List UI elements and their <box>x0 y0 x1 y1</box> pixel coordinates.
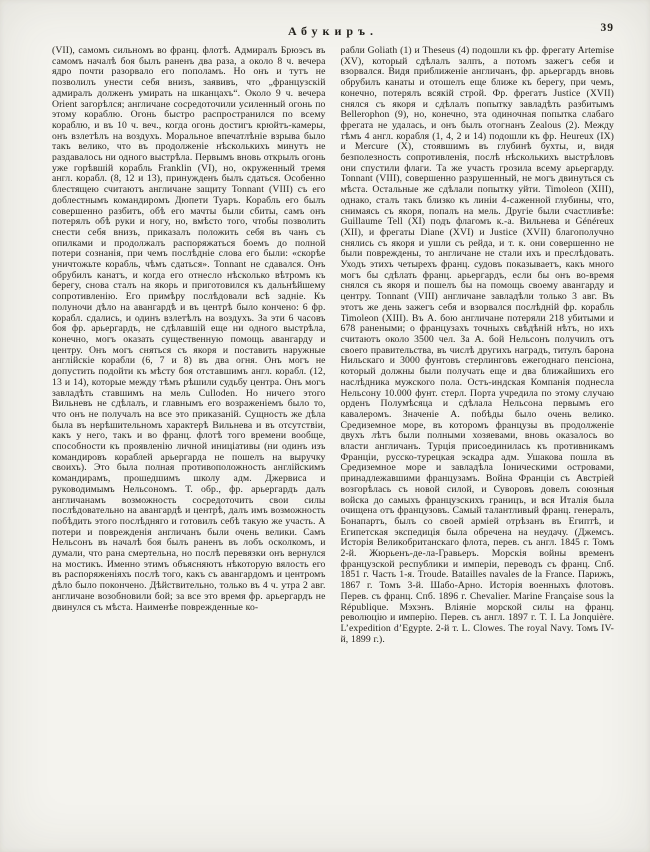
right-column-text: рабли Goliath (1) и Theseus (4) подошли къ фр. фрегату Artemise (XV), который сдѣлалъ залпъ, а потомъ зажегъ себя и взорвался. Видя приближеніе англичанъ, фр. арьергардъ вновь обрубилъ канаты и отошелъ еще ближе къ берегу, при чемъ, конечно, потерялъ всякій строй. Фр. фрегатъ Justice (XVII) снялся съ якоря и сдѣлалъ попытку завладѣть разбитымъ Bellerophon (9), но, конечно, эта одиночная попытка слабаго фрегата не удалась, и онъ былъ отогнанъ Zealous (2). Между тѣмъ 4 англ. корабля (1, 4, 2 и 14) подошли къ фр. Heureux (IX) и Mercure (X), стоявшимъ въ глубинѣ бухты, и, видя безполезность сопротивленія, послѣ нѣсколькихъ выстрѣловъ они спустили флаги. Та же участь грозила всему арьергарду. Tonnant (VIII), совершенно разрушенный, не могъ двинуться съ мѣста. Остальные же сдѣлали попытку уйти. Timoleon (XIII), однако, сталъ такъ близко къ линіи 4-саженной глубины, что, снимаясь съ якоря, попалъ на мель. Другіе были счастливѣе: Guillaume Tell (XI) подъ флагомъ к.-а. Вильнева и Généreux (XII), и фрегаты Diane (XVI) и Justice (XVII) благополучно снялись съ якоря и ушли съ рейда, и т. к. они совершенно не были повреждены, то англичане не стали ихъ и преслѣдовать. Уходъ этихъ четырехъ франц. судовъ показываетъ, какъ много могъ бы сдѣлать франц. арьергардъ, если бы онъ во-время снялся съ якоря и пошелъ бы на помощь своему авангарду и центру. Tonnant (VIII) англичане завладѣли только 3 авг. Въ этотъ же день зажегъ себя и взорвался послѣдній фр. корабль Timoleon (XIII). Въ А. бою англичане потеряли 218 убитыми и 678 ранеными; о французахъ точныхъ свѣдѣній нѣтъ, но ихъ считаютъ около 3500 чел. За А. бой Нельсонъ получилъ отъ своего правительства, въ числѣ другихъ наградъ, титулъ барона Нильскаго и 3000 фунтовъ стерлинговъ ежегоднаго пенсіона, который должны были получать еще и два ближайшихъ его наслѣдника мужского пола. Остъ-индская Компанія поднесла Нельсону 10.000 фунт. стерл. Порта учредила по этому случаю орденъ Полумѣсяца и сдѣлала Нельсона первымъ его кавалеромъ. Значеніе А. побѣды было очень велико. Средиземное море, въ которомъ французы въ продолженіе двухъ лѣтъ были полными хозяевами, вновь оказалось во власти англичанъ. Турція присоединилась къ противникамъ Франціи, русско-турецкая эскадра адм. Ушакова пошла въ Средиземное море и завладѣла Іоническими островами, принадлежавшими французамъ. Война Франціи съ Австріей возгорѣлась съ новой силой, и Суворовъ довелъ союзныя войска до самыхъ французскихъ границъ, и вся Италія была очищена отъ французовъ. Самый талантливый франц. генералъ, Бонапартъ, былъ со своей арміей отрѣзанъ въ Египтѣ, и Египетская экспедиція была обречена на неудачу. (Джемсъ. Исторія Великобританскаго флота, перев. съ англ. 1845 г. Томъ 2-й. Жюрьенъ-де-ла-Гравьеръ. Морскія войны временъ французской республики и имперіи, переводъ съ франц. Спб. 1851 г. Часть 1-я. Troude. Batailles navales de la France. Парижъ, 1867 г. Томъ 3-й. Шабо-Арно. Исторія военныхъ флотовъ. Перев. съ франц. Спб. 1896 г. Chevalier. Marine Française sous la République. Мэхэнъ. Вліяніе морской силы на франц. революцію и имперію. Перев. съ англ. 1897 г. Т. I. La Jonquière. L’expedition d’Egypte. 2-й т. L. Clowes. The royal Navy. Томъ IV-й, 1899 г.). <box>340 46 614 645</box>
article-body <box>52 46 614 842</box>
page-number: 39 <box>600 22 614 34</box>
page-header <box>52 22 614 38</box>
left-column-text: (VII), самомъ сильномъ во франц. флотѣ. Адмиралъ Брюэсъ въ самомъ началѣ боя былъ раненъ два раза, а около 8 ч. вечера ядро почти разорвало его пополамъ. Но онъ и тутъ не позволилъ унести себя внизъ, заявивъ, что „французскій адмиралъ долженъ умирать на шканцахъ“. Около 9 ч. вечера Orient загорѣлся; англичане сосредоточили усиленный огонь по этому кораблю. Огонь быстро распространился по всему кораблю, и въ 10 ч. веч., когда огонь достигъ крюйтъ-камеры, онъ взлетѣлъ на воздухъ. Моральное впечатлѣніе взрыва было такъ велико, что въ продолженіе нѣсколькихъ минутъ не раздавалось ни одного выстрѣла. Первымъ вновь открылъ огонь уже горѣвшій корабль Franklin (VI), но, окруженный тремя англ. корабл. (8, 12 и 13), принужденъ былъ сдаться. Особенно блестящею считаютъ англичане защиту Tonnant (VIII) съ его доблестнымъ командиромъ Дюпети Туаръ. Корабль его былъ совершенно разбитъ, обѣ его мачты были сбиты, самъ онъ потерялъ обѣ руки и ногу, но, вмѣсто того, чтобы позволить снести себя внизъ, приказалъ положить себя въ чанъ съ опилками и продолжалъ распоряжаться боемъ до полной потери сознанія, при чемъ послѣдніе слова его были: «скорѣе уничтожьте корабль, чѣмъ сдаться». Tonnant не сдавался. Онъ обрубилъ канатъ, и когда его отнесло нѣсколько вѣтромъ къ берегу, снова сталъ на якорь и приготовился къ дальнѣйшему сопротивленію. Его примѣру послѣдовали всѣ задніе. Къ полуночи дѣло на авангардѣ и въ центрѣ было кончено: 6 фр. корабл. сдались, и одинъ взлетѣлъ на воздухъ. За эти 6 часовъ боя фр. арьергардъ, не сдѣлавшій еще ни одного выстрѣла, конечно, могъ оказать существенную помощь авангарду и центру. Онъ могъ сняться съ якоря и поставить наружные англійскіе корабли (6, 7 и 8) въ два огня. Онъ могъ не допустить подойти къ мѣсту боя отставшимъ англ. корабл. (12, 13 и 14), которые между тѣмъ рѣшили судьбу центра. Онъ могъ завладѣть ставшимъ на мель Culloden. Но ничего этого Вильневъ не сдѣлалъ, и главнымъ его возраженіемъ было то, что онъ не получалъ на все это приказаній. Сущность же дѣла была въ нерѣшительномъ характерѣ Вильнева и въ отсутствіи, какъ у него, такъ и во франц. флотѣ того времени вообще, способности къ проявленію личной иниціативы (ни одинъ изъ командировъ кораблей арьергарда не пошелъ на выручку своихъ). Это была полная противоположность англійскимъ командирамъ, прошедшимъ школу адм. Джервиса и руководимымъ Нельсономъ. Т. обр., фр. арьергардъ далъ англичанамъ возможность сосредоточить свои силы послѣдовательно на авангардѣ и центрѣ, далъ имъ возможность побѣдить этого послѣдняго и готовилъ себѣ такую же участь. А потери и поврежденія англичанъ были очень велики. Самъ Нельсонъ въ началѣ боя былъ раненъ въ лобъ осколкомъ, и думали, что рана смертельна, но послѣ перевязки онъ вернулся на мостикъ. Именно этимъ объясняютъ нѣкоторую вялость его въ распоряженіяхъ послѣ того, какъ съ авангардомъ и центромъ дѣло было покончено. Дѣйствительно, только въ 4 ч. утра 2 авг. англичане возобновили бой; за все это время фр. арьергардъ не двинулся съ мѣста. Наименѣе поврежденные ко- <box>52 46 326 613</box>
running-head: Абукиръ. <box>287 24 379 38</box>
